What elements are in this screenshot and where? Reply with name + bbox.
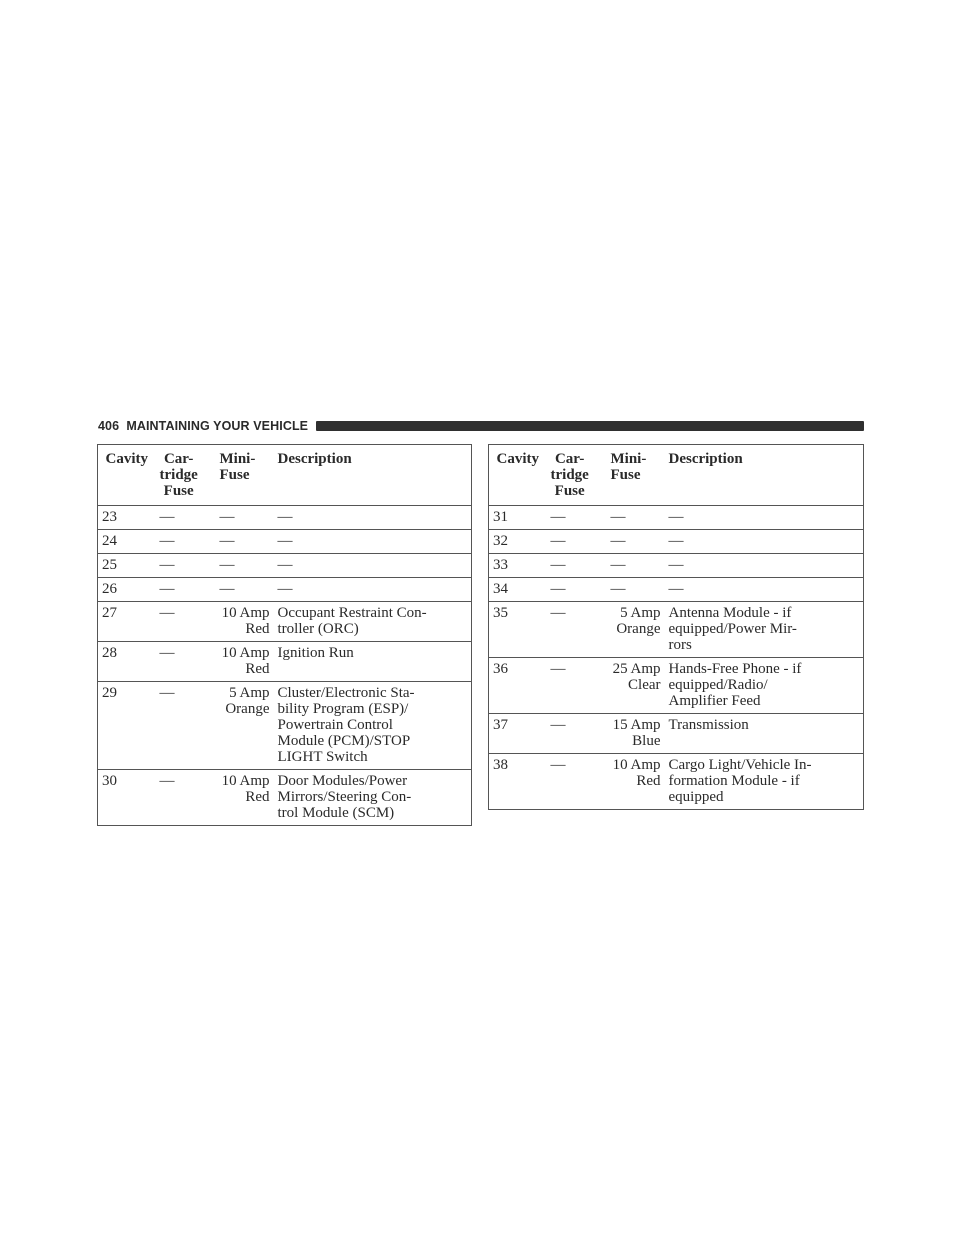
- mini-fuse-cell: [607, 602, 665, 658]
- description-value: [669, 661, 860, 709]
- mini-fuse-line: 10 Amp: [221, 645, 270, 661]
- description-value: [278, 509, 468, 525]
- page-header-text: [98, 419, 308, 433]
- description-cell: [274, 682, 472, 770]
- cartridge-value: —: [550, 661, 566, 677]
- cavity-cell: [489, 658, 547, 714]
- table-header-row: [98, 445, 472, 506]
- cavity-number: 24: [102, 533, 117, 549]
- header-cartridge-line: Fuse: [554, 483, 585, 499]
- mini-fuse-line: 15 Amp: [612, 717, 661, 733]
- cartridge-value: —: [550, 717, 566, 733]
- mini-fuse-value: —: [610, 533, 626, 549]
- table-row: [489, 658, 864, 714]
- description-value: [669, 557, 860, 573]
- mini-fuse-line: 10 Amp: [221, 605, 270, 621]
- description-cell: [274, 554, 472, 578]
- mini-fuse-cell: [607, 554, 665, 578]
- cavity-cell: [98, 770, 156, 826]
- header-cartridge-line: Car-: [554, 451, 585, 467]
- cartridge-value: —: [159, 533, 175, 549]
- header-mini-line: Mini-: [219, 451, 256, 467]
- description-cell: [274, 770, 472, 826]
- cartridge-cell: [547, 658, 607, 714]
- cavity-cell: [98, 642, 156, 682]
- mini-fuse-line: 10 Amp: [612, 757, 661, 773]
- cavity-number: 32: [493, 533, 508, 549]
- header-cavity-label: Cavity: [105, 451, 148, 467]
- description-value: [278, 581, 468, 597]
- description-line: troller (ORC): [277, 621, 359, 637]
- description-line: —: [668, 509, 684, 525]
- mini-fuse-cell: [216, 770, 274, 826]
- cavity-cell: [98, 682, 156, 770]
- cartridge-cell: [156, 770, 216, 826]
- description-cell: [665, 754, 864, 810]
- table-row: [489, 506, 864, 530]
- table-row: [489, 530, 864, 554]
- cartridge-cell: [156, 554, 216, 578]
- description-line: —: [668, 533, 684, 549]
- cartridge-cell: [547, 506, 607, 530]
- description-value: [669, 509, 860, 525]
- description-line: —: [277, 557, 293, 573]
- cartridge-value: —: [550, 509, 566, 525]
- description-value: [278, 557, 468, 573]
- cavity-cell: [98, 530, 156, 554]
- header-cavity: [98, 445, 156, 506]
- cavity-cell: [489, 506, 547, 530]
- mini-fuse-value: —: [219, 533, 235, 549]
- page-number: 406: [98, 419, 120, 433]
- cavity-cell: [489, 554, 547, 578]
- description-line: Powertrain Control: [277, 717, 393, 733]
- description-line: —: [668, 581, 684, 597]
- mini-fuse-value: [611, 757, 661, 789]
- fuse-table-right: [488, 444, 864, 810]
- mini-fuse-value: —: [219, 509, 235, 525]
- description-cell: [274, 578, 472, 602]
- cartridge-value: —: [159, 685, 175, 701]
- cartridge-value: —: [550, 533, 566, 549]
- description-cell: [274, 506, 472, 530]
- mini-fuse-value: [611, 605, 661, 637]
- mini-fuse-value: —: [219, 557, 235, 573]
- description-cell: [665, 602, 864, 658]
- cavity-number: 34: [493, 581, 508, 597]
- description-line: —: [668, 557, 684, 573]
- description-line: Mirrors/Steering Con-: [277, 789, 412, 805]
- description-value: [669, 717, 860, 733]
- cartridge-value: —: [159, 773, 175, 789]
- cavity-number: 23: [102, 509, 117, 525]
- description-value: [669, 533, 860, 549]
- table-row: [98, 530, 472, 554]
- description-cell: [665, 578, 864, 602]
- description-cell: [665, 506, 864, 530]
- table-row: [489, 554, 864, 578]
- cavity-number: 30: [102, 773, 117, 789]
- section-title: MAINTAINING YOUR VEHICLE: [126, 419, 309, 433]
- table-header-row: [489, 445, 864, 506]
- description-line: —: [277, 509, 293, 525]
- cartridge-value: —: [550, 557, 566, 573]
- cartridge-cell: [156, 578, 216, 602]
- mini-fuse-line: 25 Amp: [612, 661, 661, 677]
- header-cartridge-label: [160, 451, 198, 499]
- cartridge-cell: [156, 642, 216, 682]
- header-mini-line: Fuse: [219, 467, 250, 483]
- description-cell: [665, 714, 864, 754]
- description-line: equipped/Power Mir-: [668, 621, 797, 637]
- cavity-cell: [489, 530, 547, 554]
- description-line: Module (PCM)/STOP: [277, 733, 411, 749]
- table-row: [489, 714, 864, 754]
- cavity-number: 28: [102, 645, 117, 661]
- mini-fuse-line: Blue: [632, 733, 661, 749]
- description-line: Transmission: [668, 717, 749, 733]
- cartridge-cell: [547, 554, 607, 578]
- mini-fuse-line: 5 Amp: [620, 605, 661, 621]
- mini-fuse-line: Orange: [225, 701, 270, 717]
- description-line: Cargo Light/Vehicle In-: [668, 757, 812, 773]
- header-description: [274, 445, 472, 506]
- mini-fuse-line: Red: [245, 789, 270, 805]
- header-cavity: [489, 445, 547, 506]
- cartridge-cell: [547, 602, 607, 658]
- header-cavity-label: Cavity: [496, 451, 539, 467]
- table-row: [489, 602, 864, 658]
- cartridge-value: —: [550, 757, 566, 773]
- description-line: —: [277, 533, 293, 549]
- header-mini-line: Mini-: [610, 451, 647, 467]
- mini-fuse-line: Red: [245, 661, 270, 677]
- cartridge-cell: [547, 714, 607, 754]
- header-cartridge-fuse: [547, 445, 607, 506]
- header-cartridge-line: Car-: [163, 451, 194, 467]
- header-cartridge-label: [551, 451, 589, 499]
- cavity-number: 31: [493, 509, 508, 525]
- header-description-label: Description: [277, 451, 352, 467]
- mini-fuse-value: [220, 685, 270, 717]
- cartridge-value: —: [550, 605, 566, 621]
- mini-fuse-value: [220, 645, 270, 677]
- description-line: Cluster/Electronic Sta-: [277, 685, 415, 701]
- cavity-cell: [489, 578, 547, 602]
- header-description: [665, 445, 864, 506]
- description-line: Occupant Restraint Con-: [277, 605, 427, 621]
- cavity-number: 29: [102, 685, 117, 701]
- description-line: rors: [668, 637, 692, 653]
- description-value: [278, 685, 468, 765]
- description-line: Hands-Free Phone - if: [668, 661, 802, 677]
- mini-fuse-value: —: [610, 581, 626, 597]
- header-description-label: Description: [668, 451, 743, 467]
- table-row: [489, 754, 864, 810]
- description-value: [278, 645, 468, 661]
- cavity-number: 36: [493, 661, 508, 677]
- cavity-number: 26: [102, 581, 117, 597]
- cavity-cell: [489, 714, 547, 754]
- cartridge-cell: [156, 682, 216, 770]
- mini-fuse-line: 5 Amp: [229, 685, 270, 701]
- mini-fuse-value: [611, 717, 661, 749]
- mini-fuse-line: Red: [636, 773, 661, 789]
- mini-fuse-cell: [216, 642, 274, 682]
- description-line: formation Module - if: [668, 773, 800, 789]
- description-value: [669, 757, 860, 805]
- mini-fuse-cell: [607, 506, 665, 530]
- cartridge-cell: [156, 602, 216, 642]
- header-rule: [316, 421, 864, 431]
- mini-fuse-cell: [607, 754, 665, 810]
- description-cell: [274, 602, 472, 642]
- mini-fuse-cell: [216, 602, 274, 642]
- header-mini-fuse: [216, 445, 274, 506]
- cavity-cell: [98, 578, 156, 602]
- description-cell: [274, 530, 472, 554]
- cartridge-value: —: [159, 645, 175, 661]
- description-value: [278, 773, 468, 821]
- description-value: [278, 533, 468, 549]
- description-line: Antenna Module - if: [668, 605, 792, 621]
- description-line: Ignition Run: [277, 645, 354, 661]
- table-row: [489, 578, 864, 602]
- table-row: [98, 578, 472, 602]
- cartridge-value: —: [159, 509, 175, 525]
- mini-fuse-value: —: [219, 581, 235, 597]
- page-header: [98, 418, 864, 436]
- description-line: bility Program (ESP)/: [277, 701, 409, 717]
- description-value: [669, 581, 860, 597]
- header-cartridge-line: Fuse: [163, 483, 194, 499]
- description-cell: [665, 554, 864, 578]
- description-line: trol Module (SCM): [277, 805, 395, 821]
- mini-fuse-cell: [607, 578, 665, 602]
- cavity-number: 33: [493, 557, 508, 573]
- mini-fuse-cell: [216, 506, 274, 530]
- mini-fuse-cell: [607, 714, 665, 754]
- cartridge-value: —: [159, 581, 175, 597]
- cavity-cell: [98, 554, 156, 578]
- mini-fuse-cell: [216, 682, 274, 770]
- table-row: [98, 506, 472, 530]
- cavity-number: 38: [493, 757, 508, 773]
- table-row: [98, 602, 472, 642]
- cavity-number: 27: [102, 605, 117, 621]
- description-line: equipped/Radio/: [668, 677, 768, 693]
- mini-fuse-cell: [607, 530, 665, 554]
- mini-fuse-line: Orange: [616, 621, 661, 637]
- mini-fuse-cell: [216, 578, 274, 602]
- mini-fuse-line: Clear: [628, 677, 661, 693]
- description-cell: [274, 642, 472, 682]
- description-line: —: [277, 581, 293, 597]
- header-mini-fuse: [607, 445, 665, 506]
- mini-fuse-cell: [607, 658, 665, 714]
- table-row: [98, 642, 472, 682]
- mini-fuse-cell: [216, 554, 274, 578]
- cavity-cell: [98, 506, 156, 530]
- mini-fuse-cell: [216, 530, 274, 554]
- table-row: [98, 554, 472, 578]
- description-value: [669, 605, 860, 653]
- description-cell: [665, 530, 864, 554]
- cartridge-value: —: [550, 581, 566, 597]
- header-mini-line: Fuse: [610, 467, 641, 483]
- description-line: Amplifier Feed: [668, 693, 761, 709]
- header-cartridge-fuse: [156, 445, 216, 506]
- cartridge-cell: [547, 754, 607, 810]
- mini-fuse-value: [220, 773, 270, 805]
- cartridge-cell: [156, 506, 216, 530]
- description-value: [278, 605, 468, 637]
- description-line: equipped: [668, 789, 724, 805]
- description-line: LIGHT Switch: [277, 749, 368, 765]
- cavity-cell: [489, 602, 547, 658]
- cavity-cell: [489, 754, 547, 810]
- cavity-number: 37: [493, 717, 508, 733]
- cavity-cell: [98, 602, 156, 642]
- cartridge-cell: [547, 578, 607, 602]
- table-row: [98, 770, 472, 826]
- cartridge-value: —: [159, 557, 175, 573]
- cartridge-cell: [156, 530, 216, 554]
- header-cartridge-line: tridge: [550, 467, 589, 483]
- fuse-table-left: [97, 444, 472, 826]
- description-cell: [665, 658, 864, 714]
- cavity-number: 35: [493, 605, 508, 621]
- mini-fuse-value: [220, 605, 270, 637]
- cartridge-cell: [547, 530, 607, 554]
- mini-fuse-value: —: [610, 557, 626, 573]
- cavity-number: 25: [102, 557, 117, 573]
- description-line: Door Modules/Power: [277, 773, 408, 789]
- cartridge-value: —: [159, 605, 175, 621]
- mini-fuse-line: 10 Amp: [221, 773, 270, 789]
- header-cartridge-line: tridge: [159, 467, 198, 483]
- mini-fuse-value: —: [610, 509, 626, 525]
- table-row: [98, 682, 472, 770]
- mini-fuse-line: Red: [245, 621, 270, 637]
- mini-fuse-value: [611, 661, 661, 693]
